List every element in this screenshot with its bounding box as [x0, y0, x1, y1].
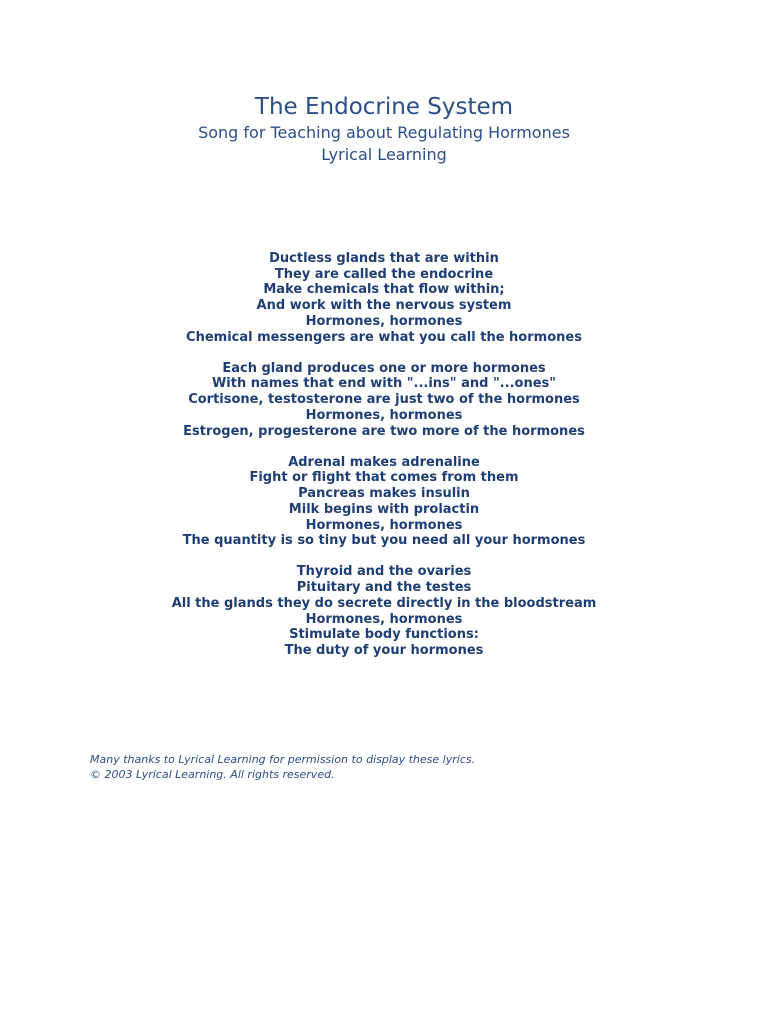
- stanza-1: [0, 251, 768, 345]
- author-name: Lyrical Learning: [321, 145, 447, 164]
- lyrics-body: [0, 251, 768, 674]
- lyric-line: With names that end with "...ins" and "...ones": [211, 376, 557, 392]
- page-title: The Endocrine System: [254, 94, 514, 120]
- lyric-line: Stimulate body functions:: [289, 627, 479, 643]
- lyric-line: And work with the nervous system: [256, 298, 512, 314]
- document-header: [0, 92, 768, 166]
- lyric-line: All the glands they do secrete directly in the bloodstream: [171, 595, 597, 611]
- lyric-line: The quantity is so tiny but you need all your hormones: [182, 533, 586, 549]
- lyric-line: They are called the endocrine: [274, 266, 494, 282]
- lyric-line: Adrenal makes adrenaline: [288, 454, 480, 470]
- lyric-line: Chemical messengers are what you call the hormones: [186, 329, 582, 345]
- lyric-line: Each gland produces one or more hormones: [222, 360, 546, 376]
- stanza-2: [0, 361, 768, 440]
- lyric-line: The duty of your hormones: [284, 642, 484, 658]
- document-footer: [90, 752, 690, 782]
- lyric-line: Hormones, hormones: [305, 407, 463, 423]
- lyric-line: Hormones, hormones: [305, 517, 463, 533]
- page-subtitle: Song for Teaching about Regulating Hormones: [198, 123, 570, 142]
- lyric-line: Estrogen, progesterone are two more of the hormones: [183, 423, 585, 439]
- stanza-4: [0, 564, 768, 658]
- thanks-note: Many thanks to Lyrical Learning for permission to display these lyrics.: [90, 753, 476, 766]
- lyric-line: Pituitary and the testes: [296, 580, 472, 596]
- copyright-note: © 2003 Lyrical Learning. All rights reserved.: [90, 768, 335, 781]
- lyric-line: Milk begins with prolactin: [288, 501, 480, 517]
- lyric-line: Hormones, hormones: [305, 611, 463, 627]
- lyric-line: Cortisone, testosterone are just two of the hormones: [188, 392, 580, 408]
- lyric-line: Pancreas makes insulin: [298, 486, 470, 502]
- lyric-line: Ductless glands that are within: [269, 251, 499, 266]
- lyric-line: Fight or flight that comes from them: [249, 470, 519, 486]
- lyric-line: Make chemicals that flow within;: [263, 282, 505, 298]
- stanza-3: [0, 455, 768, 549]
- lyric-line: Hormones, hormones: [305, 313, 463, 329]
- lyric-line: Thyroid and the ovaries: [296, 564, 472, 580]
